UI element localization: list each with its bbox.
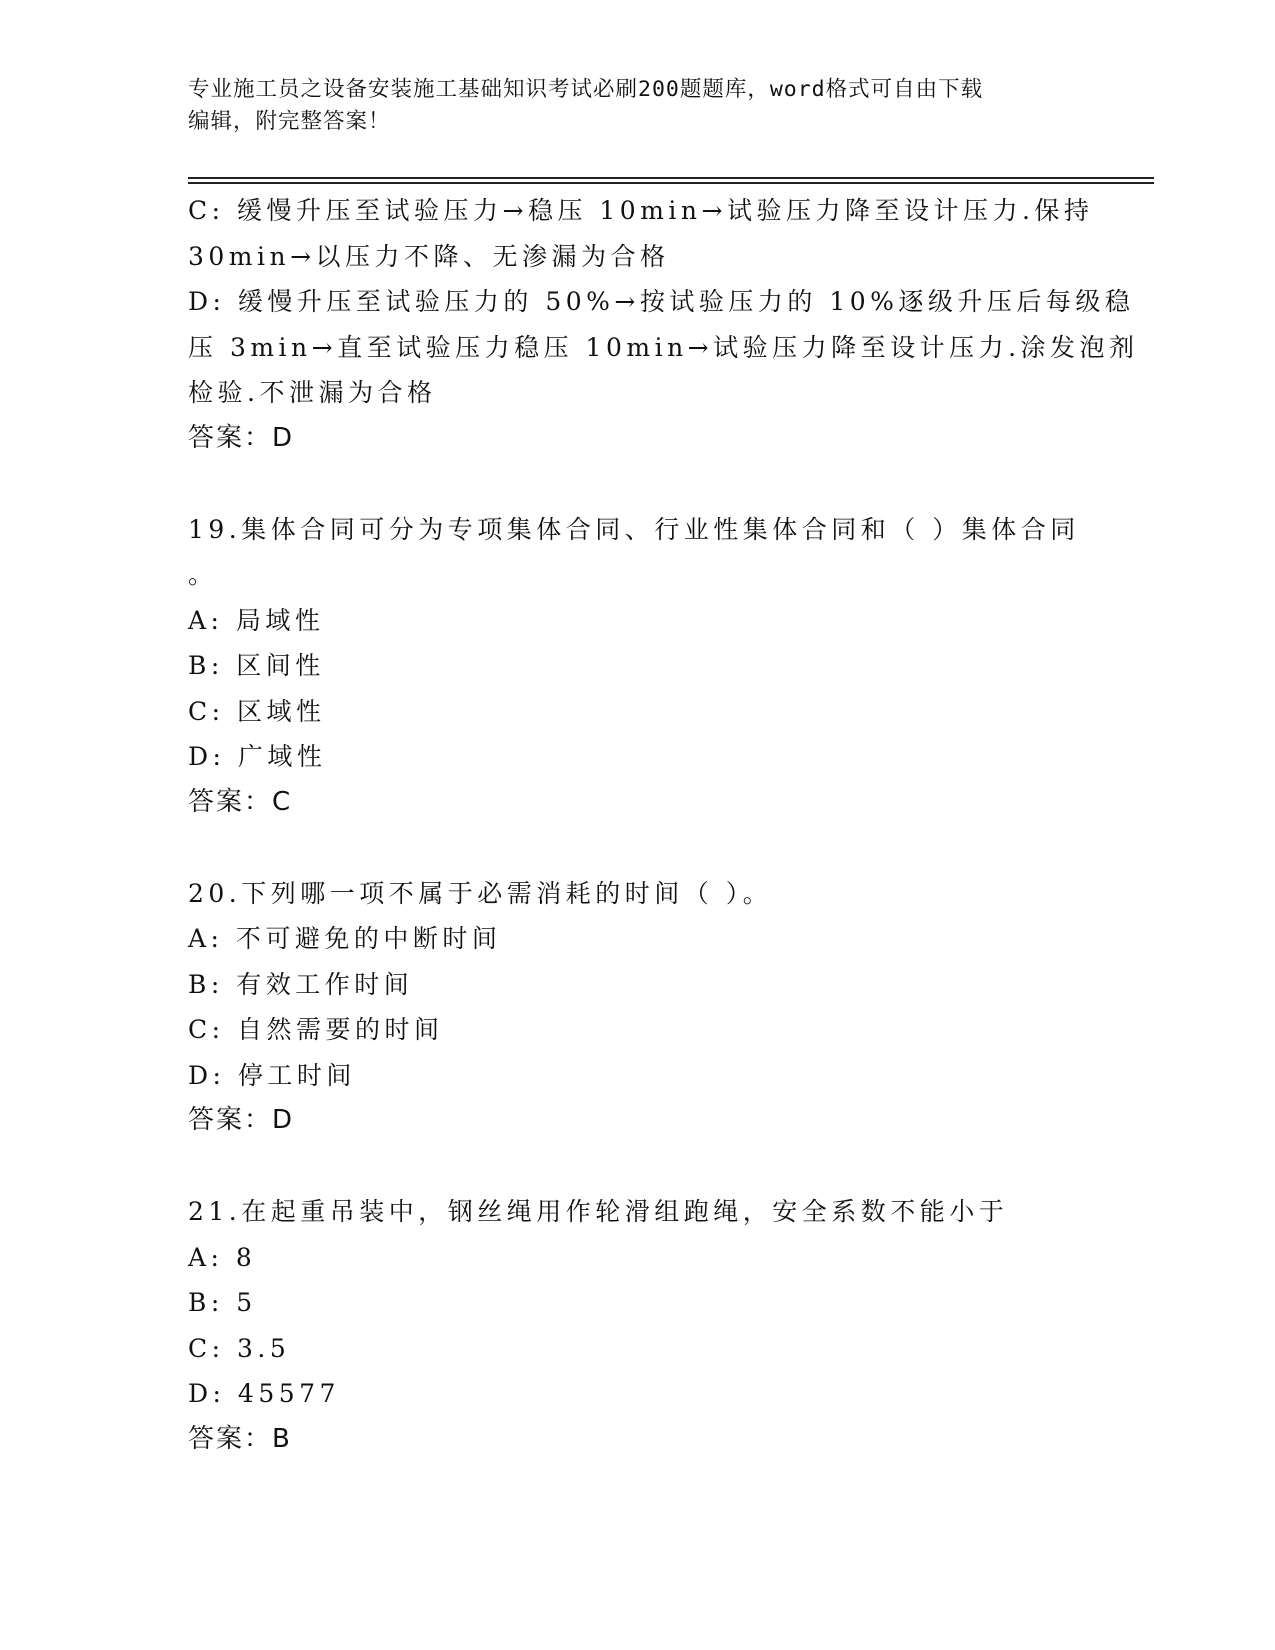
question-21 (188, 1189, 1088, 1462)
option-b: B: 区间性 (188, 651, 325, 680)
option-a: A: 8 (188, 1242, 257, 1272)
document-body (188, 188, 1139, 1462)
question-stem-line-2: 。 (188, 560, 218, 589)
option-c-line-1: C: 缓慢升压至试验压力→稳压 10min→试验压力降至设计压力.保持 (188, 196, 1094, 225)
option-a: A: 局域性 (188, 605, 325, 635)
question-20 (188, 871, 1088, 1144)
option-a: A: 不可避免的中断时间 (188, 924, 502, 953)
answer-20: 答案：D (188, 1105, 295, 1135)
answer-21: 答案：B (188, 1423, 292, 1454)
header-rule-bottom (188, 182, 1154, 184)
header-title-line-2: 编辑，附完整答案！ (188, 109, 391, 134)
spacer (188, 461, 1088, 507)
question-19 (188, 507, 1088, 826)
option-c: C: 区域性 (188, 696, 326, 726)
question-stem-line-1: 19.集体合同可分为专项集体合同、行业性集体合同和（ ）集体合同 (188, 514, 1080, 544)
option-c: C: 3.5 (188, 1333, 291, 1363)
answer-18: 答案：D (188, 422, 295, 453)
header-title-line-1: 专业施工员之设备安装施工基础知识考试必刷200题题库，word格式可自由下载 (188, 77, 984, 102)
question-stem-line-1: 20.下列哪一项不属于必需消耗的时间（ ）。 (188, 878, 773, 908)
option-b: B: 有效工作时间 (188, 969, 414, 999)
spacer (188, 825, 1088, 871)
option-c-line-2: 30min→以压力不降、无渗漏为合格 (188, 241, 670, 271)
header-rule-top (188, 177, 1154, 179)
answer-19: 答案：C (188, 786, 293, 817)
spacer (188, 1144, 1088, 1190)
option-d-line-1: D: 缓慢升压至试验压力的 50%→按试验压力的 10%逐级升压后每级稳 (188, 287, 1135, 316)
question-stem-line-1: 21.在起重吊装中，钢丝绳用作轮滑组跑绳，安全系数不能小于 (188, 1197, 1009, 1226)
option-d: D: 45577 (188, 1379, 340, 1408)
document-header (188, 74, 1088, 138)
option-d-line-2: 压 3min→直至试验压力稳压 10min→试验压力降至设计压力.涂发泡剂 (188, 332, 1139, 362)
question-18-continued (188, 188, 1139, 461)
option-d-line-3: 检验.不泄漏为合格 (188, 378, 437, 407)
option-d: D: 停工时间 (188, 1060, 356, 1090)
option-c: C: 自然需要的时间 (188, 1015, 444, 1044)
option-b: B: 5 (188, 1288, 257, 1317)
option-d: D: 广域性 (188, 742, 327, 771)
